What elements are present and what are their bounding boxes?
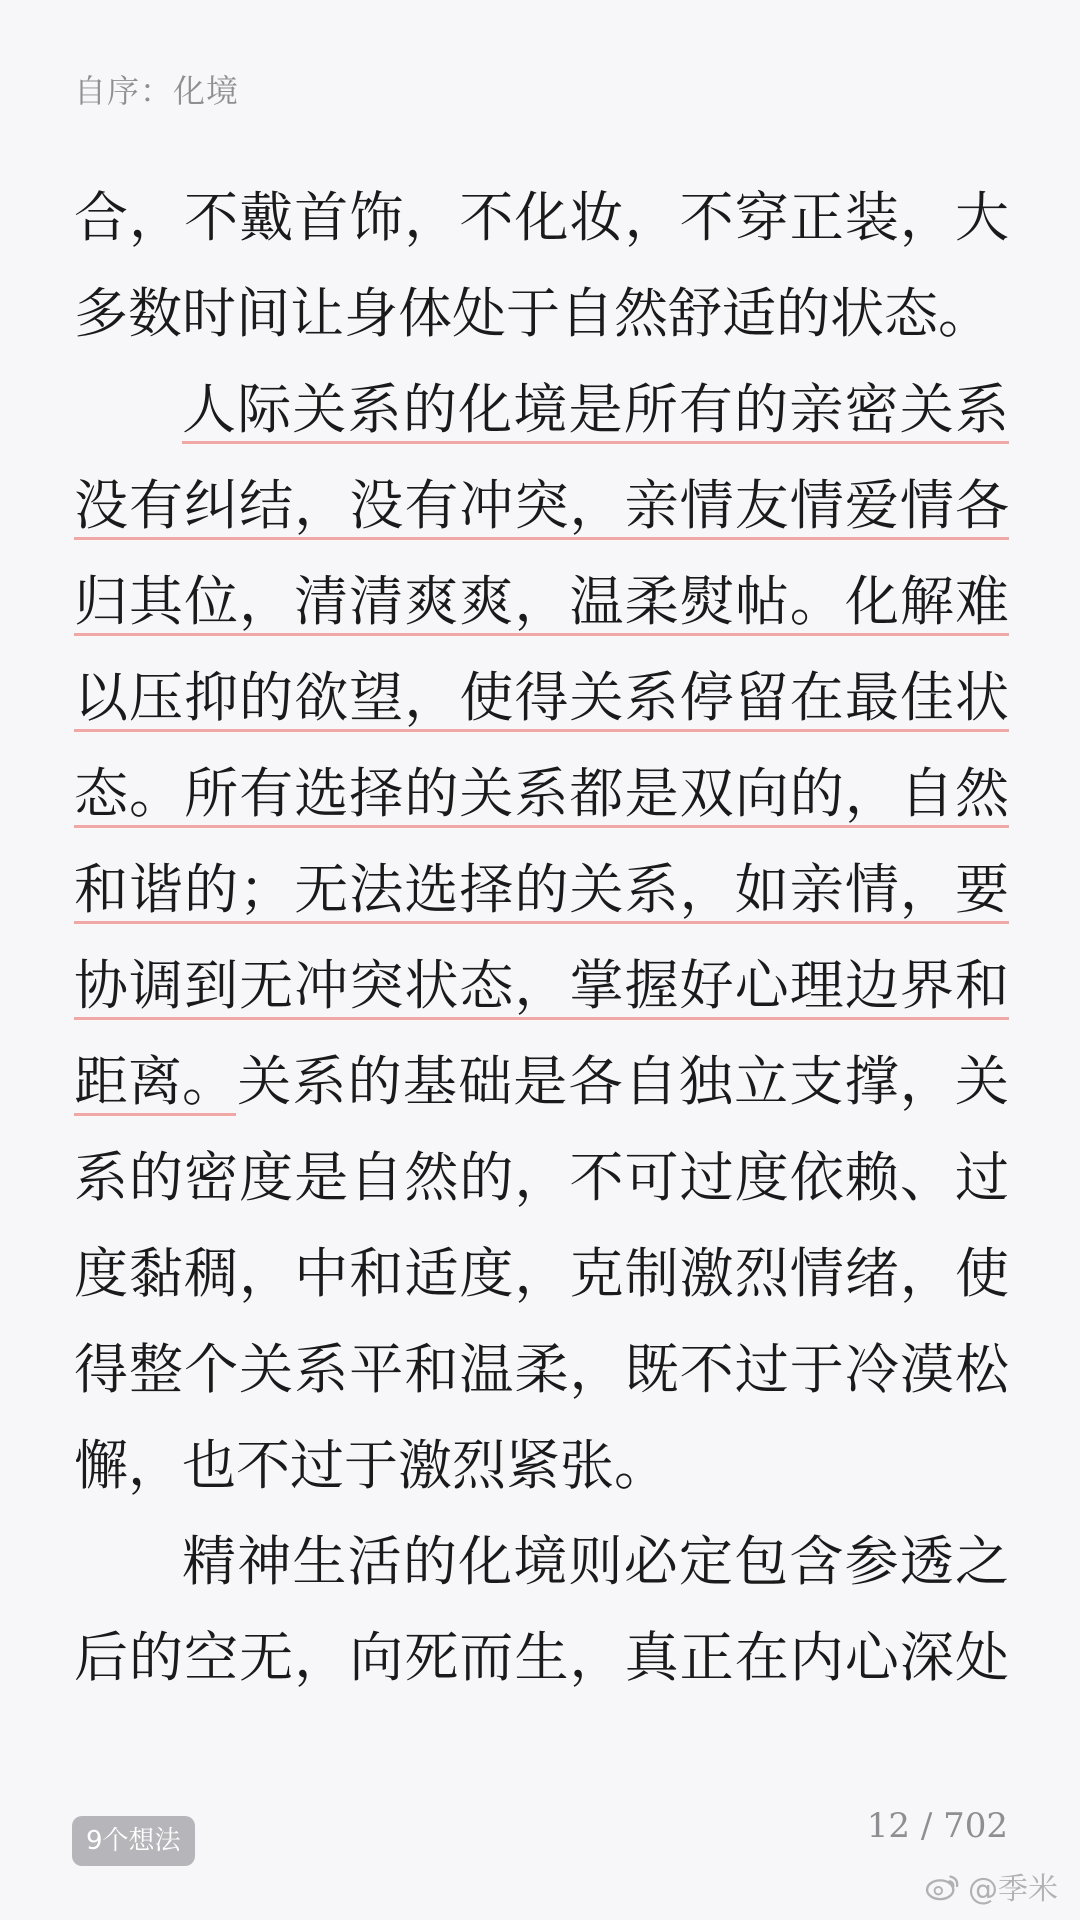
thoughts-button[interactable]: 9个想法 — [72, 1816, 195, 1866]
highlighted-text-line[interactable]: 人际关系的化境是所有的亲密关系 — [74, 362, 1009, 458]
text-line: 系的密度是自然的，不可过度依赖、过 — [74, 1146, 1009, 1209]
watermark-text: @季米 — [968, 1872, 1058, 1907]
reader-body[interactable] — [74, 170, 1009, 1706]
text-line: 得整个关系平和温柔，既不过于冷漠松 — [74, 1338, 1009, 1401]
text-line-mixed — [74, 1034, 1009, 1130]
chapter-title: 自序：化境 — [74, 72, 240, 110]
highlighted-text-line[interactable]: 态。所有选择的关系都是双向的，自然 — [74, 746, 1009, 842]
text-line: 后的空无，向死而生，真正在内心深处 — [74, 1626, 1009, 1689]
highlighted-fragment[interactable]: 距离。 — [74, 1034, 236, 1130]
text-line: 懈，也不过于激烈紧张。 — [74, 1434, 668, 1497]
text-line: 精神生活的化境则必定包含参透之 — [182, 1530, 1009, 1593]
highlighted-text-line[interactable]: 和谐的；无法选择的关系，如亲情，要 — [74, 842, 1009, 938]
highlighted-text-line[interactable]: 协调到无冲突状态，掌握好心理边界和 — [74, 938, 1009, 1034]
watermark — [924, 1864, 1058, 1908]
text-line: 多数时间让身体处于自然舒适的状态。 — [74, 282, 992, 345]
page-indicator: 12 / 702 — [866, 1806, 1008, 1846]
weibo-icon — [924, 1871, 962, 1901]
text-line: 合，不戴首饰，不化妆，不穿正装，大 — [74, 186, 1009, 249]
highlighted-text-line[interactable]: 没有纠结，没有冲突，亲情友情爱情各 — [74, 458, 1009, 554]
highlighted-text-line[interactable]: 以压抑的欲望，使得关系停留在最佳状 — [74, 650, 1009, 746]
text-fragment: 关系的基础是各自独立支撑，关 — [236, 1050, 1009, 1113]
highlighted-text-line[interactable]: 归其位，清清爽爽，温柔熨帖。化解难 — [74, 554, 1009, 650]
text-line: 度黏稠，中和适度，克制激烈情绪，使 — [74, 1242, 1009, 1305]
